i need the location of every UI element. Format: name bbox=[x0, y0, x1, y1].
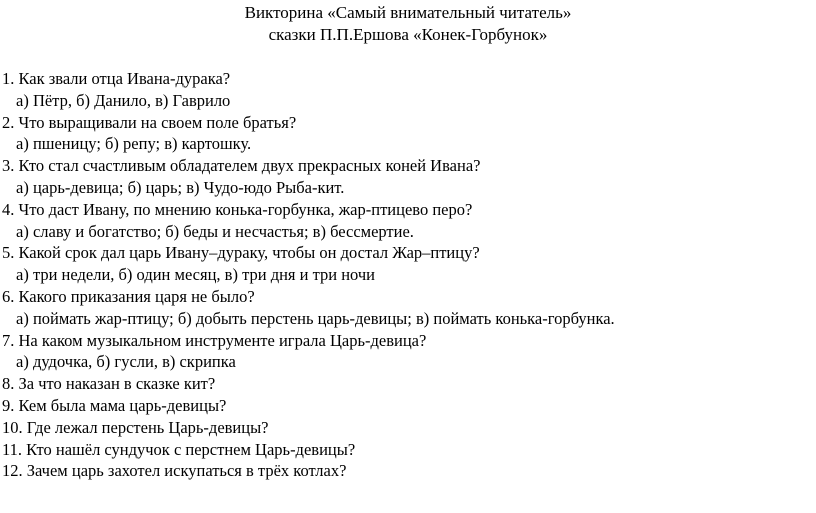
question-7: 7. На каком музыкальном инструменте играла Царь-девица? bbox=[2, 330, 427, 350]
answer-options-3: а) царь-девица; б) царь; в) Чудо-юдо Рыба-кит. bbox=[16, 177, 345, 197]
question-1: 1. Как звали отца Ивана-дурака? bbox=[2, 69, 231, 88]
question-8: 8. За что наказан в сказке кит? bbox=[2, 374, 216, 394]
answer-options-4: а) славу и богатство; б) беды и несчастья; в) бессмертие. bbox=[16, 221, 414, 241]
question-10: 10. Где лежал перстень Царь-девицы? bbox=[2, 417, 269, 437]
question-6: 6. Какого приказания царя не было? bbox=[2, 286, 255, 306]
question-11: 11. Кто нашёл сундучок с перстнем Царь-девицы? bbox=[2, 439, 356, 459]
question-list bbox=[2, 68, 814, 482]
answer-options-1: а) Пётр, б) Данило, в) Гаврило bbox=[16, 90, 231, 110]
answer-options-5: а) три недели, б) один месяц, в) три дня и три ночи bbox=[16, 265, 375, 285]
question-9: 9. Кем была мама царь-девицы? bbox=[2, 395, 227, 415]
answer-options-7: а) дудочка, б) гусли, в) скрипка bbox=[16, 352, 236, 372]
question-5: 5. Какой срок дал царь Ивану–дураку, чтобы он достал Жар–птицу? bbox=[2, 243, 480, 263]
answer-options-6: а) поймать жар-птицу; б) добыть перстень царь-девицы; в) поймать конька-горбунка. bbox=[16, 308, 615, 328]
question-2: 2. Что выращивали на своем поле братья? bbox=[2, 112, 297, 132]
quiz-title: Викторина «Самый внимательный читатель» bbox=[244, 3, 572, 22]
question-3: 3. Кто стал счастливым обладателем двух прекрасных коней Ивана? bbox=[2, 156, 481, 176]
quiz-subtitle: сказки П.П.Ершова «Конек-Горбунок» bbox=[268, 25, 548, 44]
question-4: 4. Что даст Ивану, по мнению конька-горбунка, жар-птицево перо? bbox=[2, 199, 473, 219]
question-12: 12. Зачем царь захотел искупаться в трёх котлах? bbox=[2, 461, 347, 481]
answer-options-2: а) пшеницу; б) репу; в) картошку. bbox=[16, 134, 252, 154]
